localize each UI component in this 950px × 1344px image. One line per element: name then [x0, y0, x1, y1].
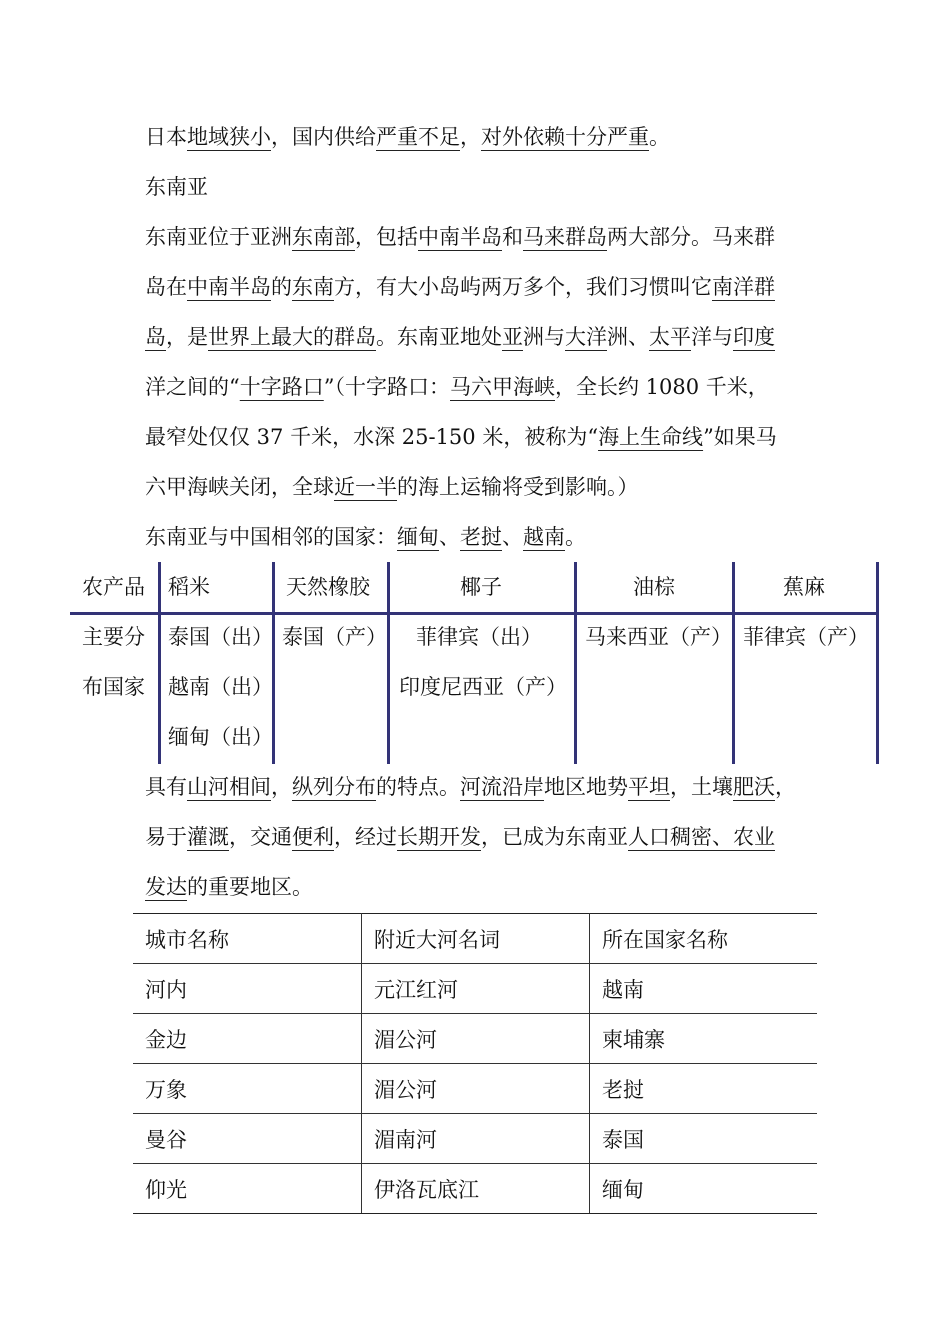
paragraph-line: 发达的重要地区。: [145, 875, 313, 899]
table-header: 所在国家名称: [590, 914, 818, 964]
table-header: 农产品: [82, 575, 145, 599]
paragraph-neighbors: 东南亚与中国相邻的国家：缅甸、老挝、越南。: [145, 525, 586, 549]
table-header-row: [133, 914, 817, 964]
row-label: 主要分: [82, 625, 145, 649]
table-header: 稻米: [168, 575, 210, 599]
paragraph-line: 六甲海峡关闭，全球近一半的海上运输将受到影响。）: [145, 475, 639, 499]
table-cell: 金边: [133, 1014, 362, 1064]
table-divider: [876, 562, 879, 764]
paragraph-japan: 日本地域狭小，国内供给严重不足，对外依赖十分严重。: [145, 125, 670, 149]
table-cell: 伊洛瓦底江: [362, 1164, 590, 1214]
table-cell: 马来西亚（产）: [585, 625, 732, 649]
table-divider: [732, 562, 735, 764]
table-cell: 曼谷: [133, 1114, 362, 1164]
table-row: [133, 1014, 817, 1064]
paragraph-line: 洋之间的“十字路口”（十字路口：马六甲海峡，全长约 1080 千米，: [145, 375, 769, 399]
table-header: 附近大河名词: [362, 914, 590, 964]
table-cell: 河内: [133, 964, 362, 1014]
table-cell: 元江红河: [362, 964, 590, 1014]
table-header: 蕉麻: [783, 575, 825, 599]
row-label: 布国家: [82, 675, 145, 699]
table-cell: 菲律宾（出）: [416, 625, 542, 649]
table-cell: 湄公河: [362, 1064, 590, 1114]
table-cell: 缅甸: [590, 1164, 818, 1214]
paragraph-line: 东南亚位于亚洲东南部，包括中南半岛和马来群岛两大部分。马来群: [145, 225, 775, 249]
table-cell: 印度尼西亚（产）: [399, 675, 567, 699]
table-cell: 越南（出）: [168, 675, 273, 699]
table-cell: 湄公河: [362, 1014, 590, 1064]
table-cell: 泰国（出）: [168, 625, 273, 649]
table-header: 椰子: [460, 575, 502, 599]
paragraph-line: 最窄处仅仅 37 千米，水深 25-150 米，被称为“海上生命线”如果马: [145, 425, 777, 449]
table-row: [133, 1064, 817, 1114]
table-row: [133, 1164, 817, 1214]
table-header: 天然橡胶: [286, 575, 370, 599]
table-divider: [158, 562, 161, 764]
table-row: [133, 964, 817, 1014]
paragraph-line: 岛，是世界上最大的群岛。东南亚地处亚洲与大洋洲、太平洋与印度: [145, 325, 775, 349]
table-cell: 菲律宾（产）: [743, 625, 869, 649]
table-row: [133, 1114, 817, 1164]
table-cell: 泰国（产）: [282, 625, 387, 649]
table-divider: [387, 562, 390, 764]
table-divider: [574, 562, 577, 764]
table-cell: 仰光: [133, 1164, 362, 1214]
paragraph-line: 岛在中南半岛的东南方，有大小岛屿两万多个，我们习惯叫它南洋群: [145, 275, 775, 299]
table-cell: 泰国: [590, 1114, 818, 1164]
section-heading: 东南亚: [145, 175, 208, 199]
table-header: 油棕: [633, 575, 675, 599]
table-cell: 万象: [133, 1064, 362, 1114]
table-cell: 柬埔寨: [590, 1014, 818, 1064]
paragraph-line: 易于灌溉，交通便利，经过长期开发，已成为东南亚人口稠密、农业: [145, 825, 775, 849]
city-river-table: [133, 913, 817, 1214]
crop-distribution-table: [70, 562, 878, 764]
table-header: 城市名称: [133, 914, 362, 964]
table-cell: 越南: [590, 964, 818, 1014]
table-cell: 老挝: [590, 1064, 818, 1114]
table-cell: 缅甸（出）: [168, 725, 273, 749]
table-cell: 湄南河: [362, 1114, 590, 1164]
paragraph-line: 具有山河相间，纵列分布的特点。河流沿岸地区地势平坦，土壤肥沃，: [145, 775, 796, 799]
